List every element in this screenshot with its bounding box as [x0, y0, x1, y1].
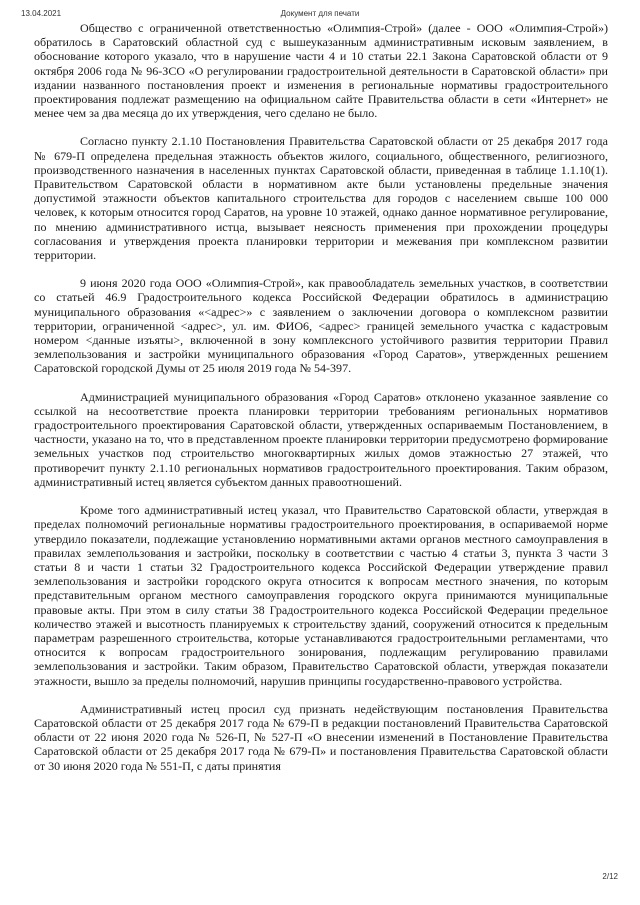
print-date: 13.04.2021 — [21, 9, 62, 18]
document-body — [34, 21, 608, 773]
paragraph: Кроме того административный истец указал, что Правительство Саратовской области, утверждая в пределах полномочий региональные нормативы градостроительного проектирования, в оспариваемой норме утвердило показатели, подлежащие установлению нормативными актами органов местного самоуправления в правилах землепользования и застройки, поскольку в соответствии с частью 4 статьи 3, пункта 3 части 3 статьи 8 и части 1 статьи 32 Градостроительного кодекса Российской Федерации утверждение правил землепользования и застройки городского округа относится к вопросам местного значения, по которым представительным органом местного самоуправления городского округа принимаются муниципальные правовые акты. При этом в силу статьи 38 Градостроительного кодекса Российской Федерации предельное количество этажей и высотность планируемых к строительству зданий, сооружений относится к предельным параметрам разрешенного строительства, которые устанавливаются градостроительными регламентами, что относится к вопросам градостроительного зонирования, подлежащим регулированию правилами землепользования и застройки. Таким образом, Правительство Саратовской области, утверждая показатели этажности, вышло за пределы полномочий, нарушив принципы государственно-правового устройства. — [34, 503, 608, 688]
paragraph: Административный истец просил суд признать недействующим постановления Правительства Саратовской области от 25 декабря 2017 года № 679-П в редакции постановлений Правительства Саратовской области от 22 июня 2020 года № 526-П, № 527-П «О внесении изменений в Постановление Правительства Саратовской области от 25 декабря 2017 года № 679-П» и постановления Правительства Саратовской области от 30 июня 2020 года № 551-П, с даты принятия — [34, 701, 608, 773]
paragraph: Согласно пункту 2.1.10 Постановления Правительства Саратовской области от 25 декабря 2017 года № 679-П определена предельная этажность объектов жилого, социального, общественного, религиозного, производственного назначения в населенных пунктах Саратовской области, приведенная в таблице 1.1.10(1). Правительством Саратовской области в нормативном акте были установлены предельные значения допустимой этажности объектов капитального строительства для городов с населением свыше 100 000 человек, к которым относится город Саратов, на уровне 10 этажей, однако данное нормативное регулирование, по мнению административного истца, вызывает неясность применения при прохождении процедуры согласования и утверждения проекта планировки территории и межевания при комплексном развитии территории. — [34, 134, 608, 263]
paragraph: Общество с ограниченной ответственностью «Олимпия-Строй» (далее - ООО «Олимпия-Строй») обратилось в Саратовский областной суд с вышеуказанным административным исковым заявлением, в обоснование которого указало, что в нарушение части 4 и 10 статьи 22.1 Закона Саратовской области от 9 октября 2006 года № 96-ЗСО «О регулировании градостроительной деятельности в Саратовской области» при издании названного постановления проект и изменения в региональные нормативы градостроительного проектирования подлежат размещению на официальном сайте Правительства области в сети «Интернет» не менее чем за два месяца до их утверждения, чего сделано не было. — [34, 21, 608, 121]
paragraph: Администрацией муниципального образования «Город Саратов» отклонено указанное заявление со ссылкой на несоответствие проекта планировки территории требованиям региональных нормативов градостроительного проектирования Саратовской области, утвержденных оспариваемым Постановлением, в частности, указано на то, что в представленном проекте планировки территории предусмотрено формирование земельных участков под строительство многоквартирных жилых домов этажностью 27 этажей, что противоречит пункту 2.1.10 региональных нормативов градостроительного проектирования. Таким образом, административный истец является субъектом данных правоотношений. — [34, 389, 608, 489]
paragraph: 9 июня 2020 года ООО «Олимпия-Строй», как правообладатель земельных участков, в соответствии со статьей 46.9 Градостроительного кодекса Российской Федерации обратилось в администрацию муниципального образования «<адрес>» с заявлением о заключении договора о комплексном развитии территории, ограниченной <адрес>, ул. им. ФИО6, <адрес> границей земельного участка с кадастровым номером <данные изъяты>, включенной в зону комплексного устойчивого развития территории Правил землепользования и застройки муниципального образования «Город Саратов», утвержденных решением Саратовской городской Думы от 25 июля 2019 года № 54-397. — [34, 276, 608, 376]
print-title: Документ для печати — [280, 9, 360, 18]
page-number: 2/12 — [602, 872, 618, 881]
